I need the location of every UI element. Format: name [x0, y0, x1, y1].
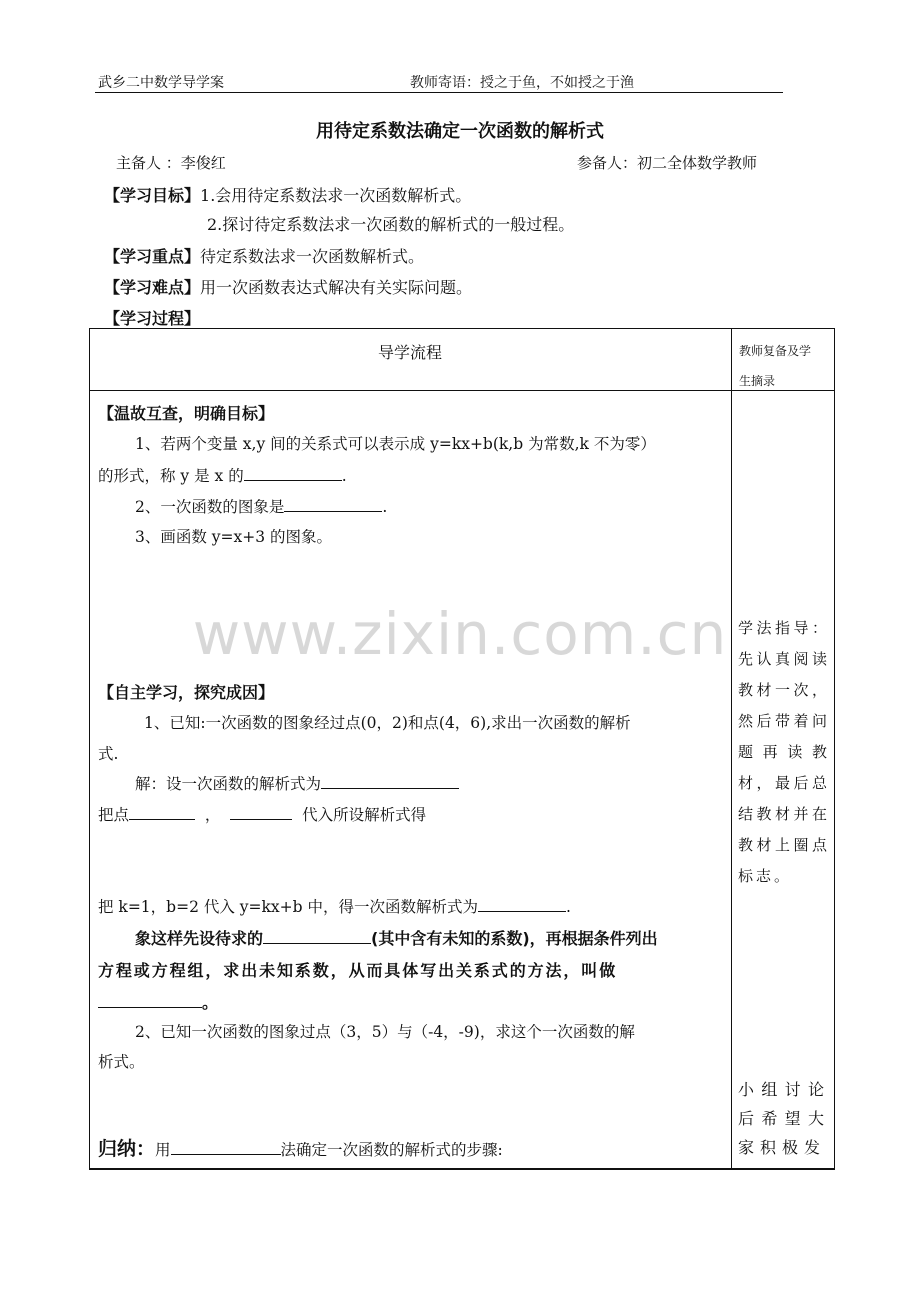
substitute-line: 把 k=1，b=2 代入 y=kx+b 中，得一次函数解析式为 . — [98, 895, 571, 917]
method-text-b: (其中含有未知的系数)，再根据条件列出 — [371, 929, 658, 948]
header-motto: 教师寄语：授之于鱼，不如授之于渔 — [410, 75, 634, 91]
summary-line — [98, 1134, 503, 1161]
summary-label: 归纳： — [98, 1138, 156, 1160]
col-header-flow: 导学流程 — [377, 343, 442, 362]
summary-text-a: 用 — [155, 1141, 171, 1159]
objectives-label: 【学习目标】 — [104, 186, 201, 205]
header-school: 武乡二中数学导学案 — [98, 75, 224, 91]
section1-q3: 3、画函数 y=x+3 的图象。 — [135, 528, 333, 546]
section2-q1-line2: 式. — [98, 745, 119, 763]
main-author: 主备人 ：李俊红 — [116, 154, 226, 172]
answer-blank[interactable] — [98, 991, 202, 1008]
answer-blank[interactable] — [230, 803, 292, 820]
col-header-notes-2: 生摘录 — [739, 374, 776, 388]
process-label: 【学习过程】 — [104, 309, 201, 328]
section1-q1-line1: 1、若两个变量 x,y 间的关系式可以表示成 y=kx+b(k,b 为常数,k 不为零） — [135, 435, 656, 453]
table-header-border — [89, 390, 835, 391]
method-line1 — [135, 926, 658, 949]
watermark: www.zixin.com.cn — [192, 600, 728, 668]
study-guide-note: 学法指导：先认真阅读教材一次，然后带着问题再读教材，最后总结教材并在教材上圈点标志。 — [738, 619, 830, 885]
header-rule — [95, 92, 783, 93]
answer-blank[interactable] — [129, 803, 195, 820]
answer-blank[interactable] — [263, 927, 371, 944]
substitute-text: 把 k=1，b=2 代入 y=kx+b 中，得一次函数解析式为 — [98, 898, 479, 916]
table-left-border — [89, 328, 90, 1170]
section2-q2-line2: 析式。 — [98, 1053, 145, 1071]
table-col-divider — [731, 328, 732, 1170]
page-title: 用待定系数法确定一次函数的解析式 — [316, 121, 604, 142]
group-discussion-note: 小组讨论后希望大家积极发 — [738, 1080, 830, 1157]
objective-2: 2.探讨待定系数法求一次函数的解析式的一般过程。 — [207, 215, 575, 234]
section1-q2-text: 2、一次函数的图象是 — [135, 498, 285, 516]
section1-q2: 2、一次函数的图象是 . — [135, 495, 387, 517]
participants: 参备人：初二全体数学教师 — [577, 154, 758, 172]
answer-blank[interactable] — [321, 772, 459, 789]
section1-q1-text: 的形式，称 y 是 x 的 — [98, 467, 244, 485]
key-point-line — [104, 244, 424, 267]
table-right-border — [834, 328, 835, 1170]
summary-text-b: 法确定一次函数的解析式的步骤: — [280, 1141, 503, 1159]
key-point-label: 【学习重点】 — [104, 247, 201, 266]
solution-text: 解：设一次函数的解析式为 — [135, 775, 322, 793]
answer-blank[interactable] — [244, 464, 342, 481]
answer-blank[interactable] — [478, 895, 566, 912]
difficulty-text: 用一次函数表达式解决有关实际问题。 — [200, 278, 473, 297]
difficulty-label: 【学习难点】 — [104, 278, 201, 297]
points-line: 把点 ， 代入所设解析式得 — [98, 803, 426, 825]
answer-blank[interactable] — [171, 1138, 281, 1155]
method-text-a: 象这样先设待求的 — [135, 929, 264, 948]
section2-q1-line1: 1、已知:一次函数的图象经过点(0，2)和点(4，6),求出一次函数的解析 — [144, 714, 631, 732]
answer-blank[interactable] — [284, 495, 382, 512]
section2-heading: 【自主学习，探究成因】 — [98, 683, 275, 702]
points-text-b: 代入所设解析式得 — [302, 806, 427, 824]
method-line3: 。 — [98, 990, 218, 1013]
section2-q2-line1: 2、已知一次函数的图象过点（3，5）与（-4，-9)，求这个一次函数的解 — [135, 1023, 635, 1041]
objectives-line1 — [104, 183, 471, 206]
table-top-border — [89, 328, 835, 329]
objective-1: 1.会用待定系数法求一次函数解析式。 — [200, 186, 472, 205]
section1-heading: 【温故互查，明确目标】 — [98, 404, 275, 423]
table-bottom-border — [89, 1168, 835, 1170]
difficulty-line — [104, 275, 472, 298]
col-header-notes-1: 教师复备及学 — [739, 344, 812, 358]
solution-line — [135, 772, 459, 794]
points-text-a: 把点 — [98, 806, 130, 824]
section1-q1-line2: 的形式，称 y 是 x 的 . — [98, 464, 347, 486]
key-point-text: 待定系数法求一次函数解析式。 — [200, 247, 425, 266]
method-line2: 方程或方程组，求出未知系数，从而具体写出关系式的方法，叫做 — [98, 961, 618, 980]
